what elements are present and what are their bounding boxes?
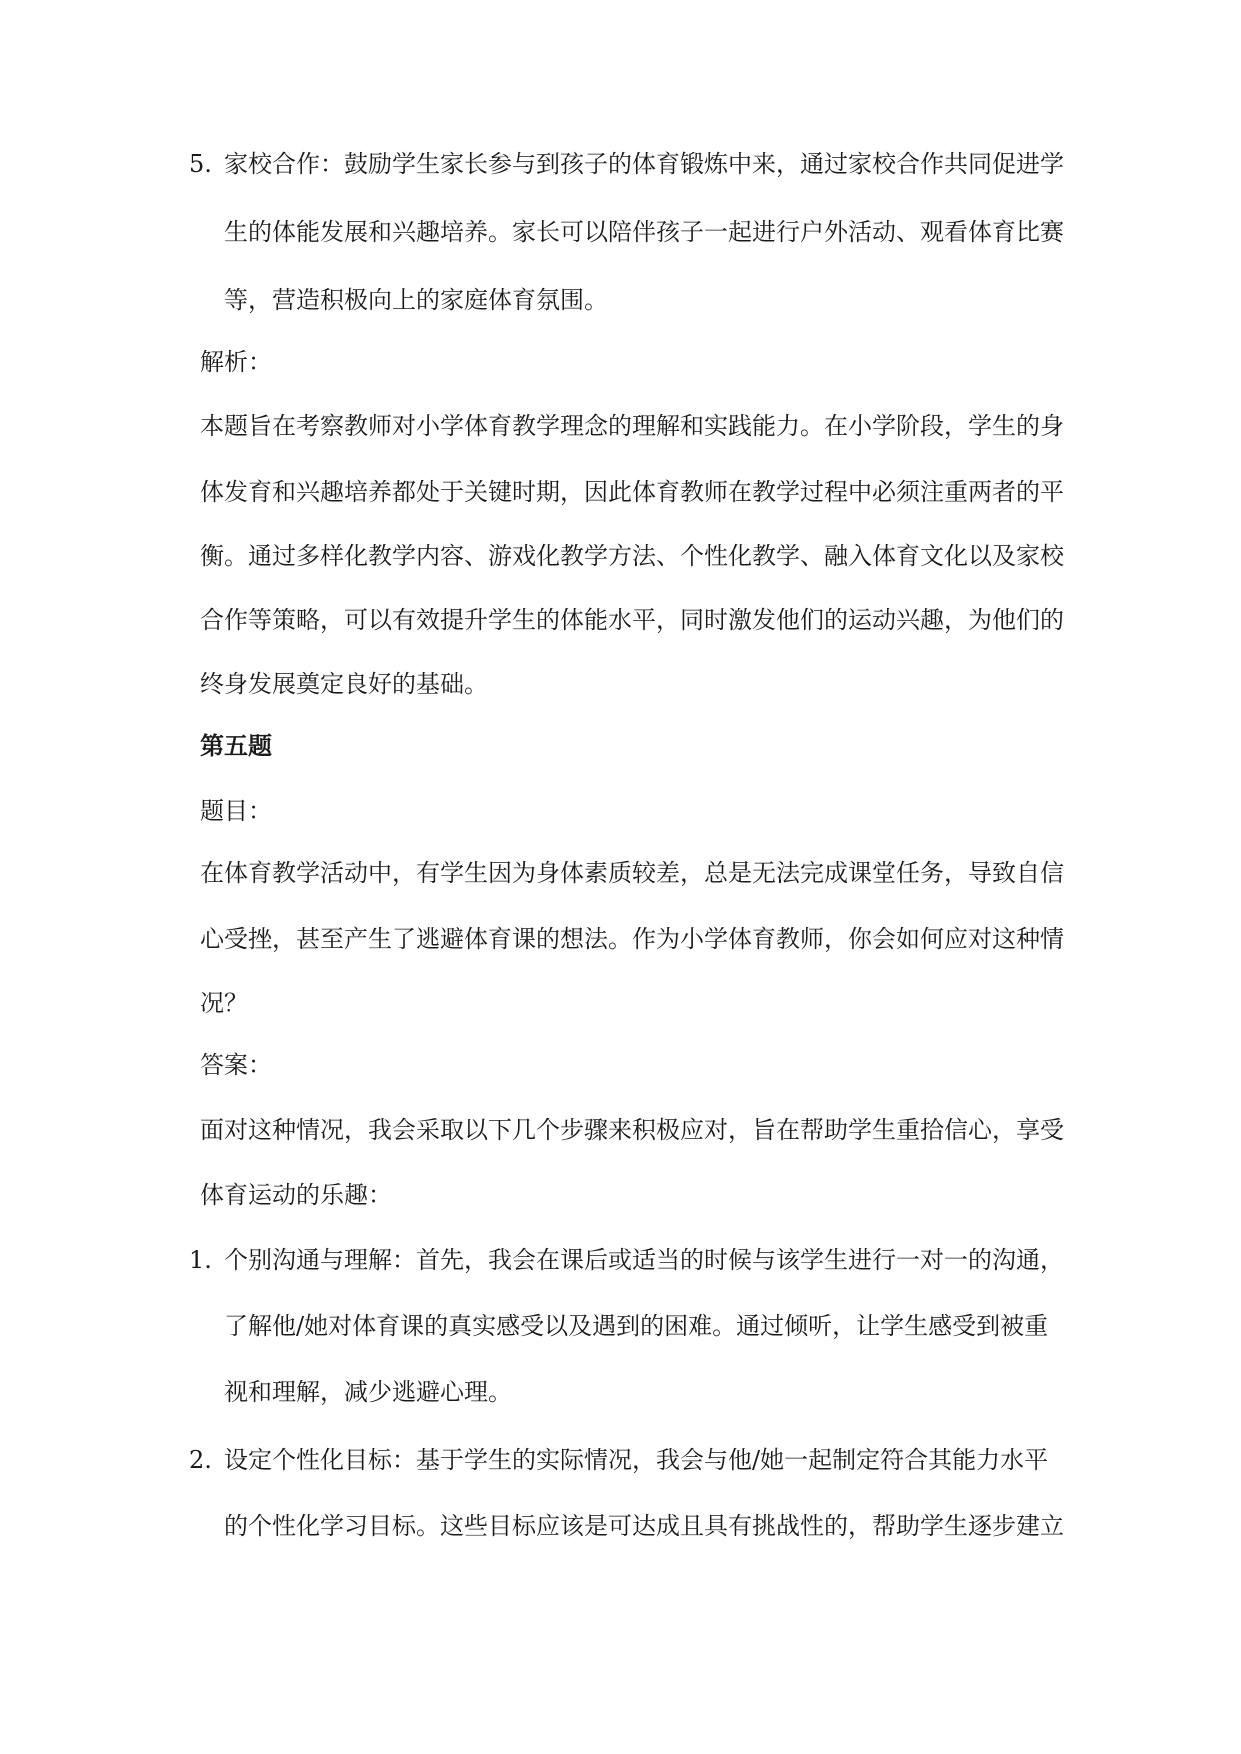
paragraph-line: 体育运动的乐趣：: [200, 1181, 392, 1209]
paragraph-line: 衡。通过多样化教学内容、游戏化教学方法、个性化教学、融入体育文化以及家校: [200, 542, 1064, 570]
list-number: 5.: [189, 150, 212, 178]
list-item-line: 了解他/她对体育课的真实感受以及遇到的困难。通过倾听，让学生感受到被重: [224, 1312, 1049, 1340]
list-item-line: 等，营造积极向上的家庭体育氛围。: [224, 286, 608, 314]
answer-label: 答案：: [200, 1051, 272, 1079]
list-number: 2.: [189, 1446, 212, 1474]
list-item-line: 生的体能发展和兴趣培养。家长可以陪伴孩子一起进行户外活动、观看体育比赛: [224, 218, 1064, 246]
paragraph-line: 体发育和兴趣培养都处于关键时期，因此体育教师在教学过程中必须注重两者的平: [200, 478, 1064, 506]
paragraph-line: 终身发展奠定良好的基础。: [200, 670, 488, 698]
paragraph-line: 况？: [200, 989, 248, 1017]
list-item-line: 设定个性化目标：基于学生的实际情况，我会与他/她一起制定符合其能力水平: [224, 1446, 1049, 1474]
analysis-label: 解析：: [200, 348, 272, 376]
paragraph-line: 面对这种情况，我会采取以下几个步骤来积极应对，旨在帮助学生重拾信心，享受: [200, 1116, 1064, 1144]
paragraph-line: 合作等策略，可以有效提升学生的体能水平，同时激发他们的运动兴趣，为他们的: [200, 606, 1064, 634]
section-heading: 第五题: [200, 731, 272, 760]
list-item-line: 家校合作：鼓励学生家长参与到孩子的体育锻炼中来，通过家校合作共同促进学: [224, 150, 1064, 178]
list-item-line: 个别沟通与理解：首先，我会在课后或适当的时候与该学生进行一对一的沟通，: [224, 1246, 1064, 1274]
list-item-line: 的个性化学习目标。这些目标应该是可达成且具有挑战性的，帮助学生逐步建立: [224, 1512, 1064, 1540]
question-label: 题目：: [200, 797, 272, 825]
list-number: 1.: [189, 1246, 212, 1274]
paragraph-line: 心受挫，甚至产生了逃避体育课的想法。作为小学体育教师，你会如何应对这种情: [200, 925, 1064, 953]
paragraph-line: 本题旨在考察教师对小学体育教学理念的理解和实践能力。在小学阶段，学生的身: [200, 412, 1064, 440]
list-item-line: 视和理解，减少逃避心理。: [224, 1378, 512, 1406]
paragraph-line: 在体育教学活动中，有学生因为身体素质较差，总是无法完成课堂任务，导致自信: [200, 859, 1064, 887]
